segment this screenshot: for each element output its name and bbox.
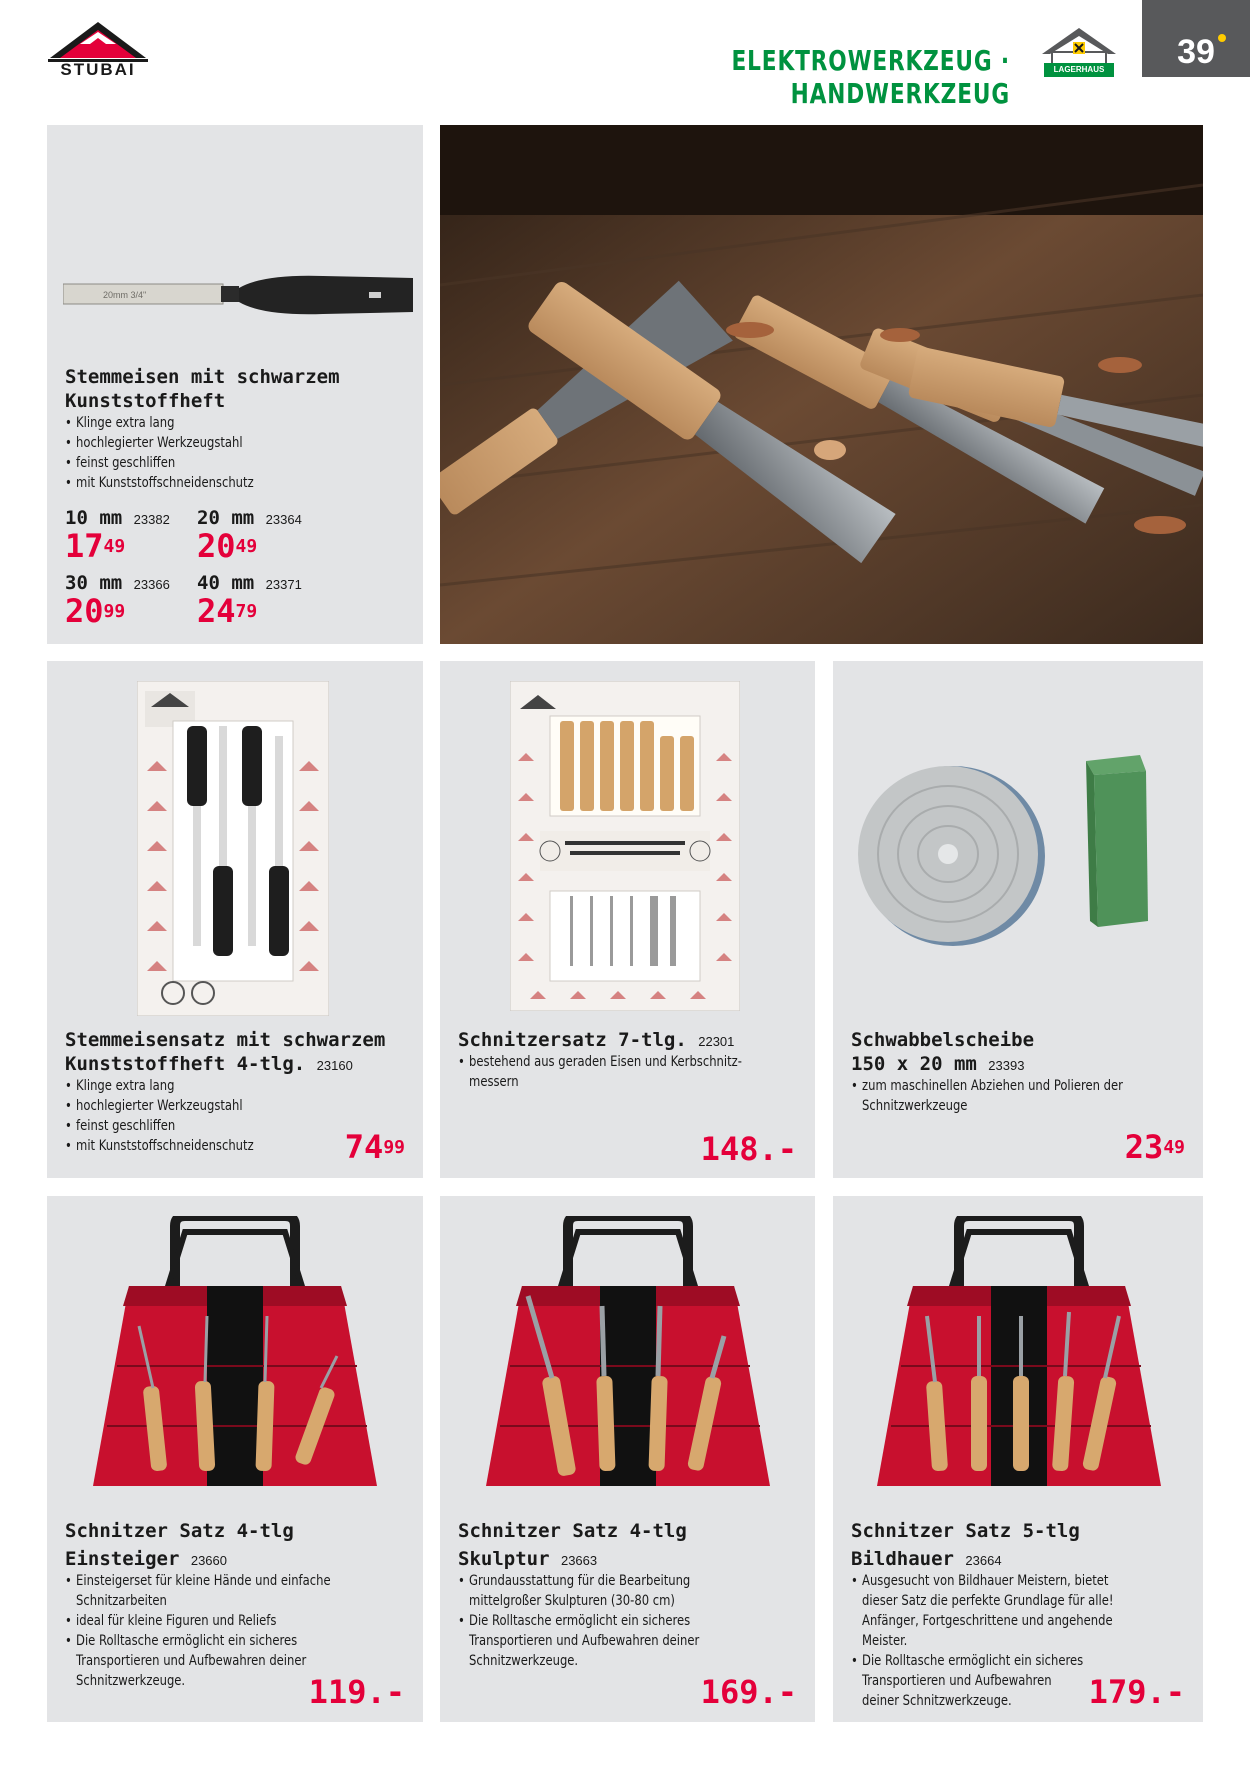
product-panel-schwabbelscheibe: [833, 661, 1203, 1178]
product-panel-schnitzer-skulptur: [440, 1196, 815, 1722]
product-title-line2: Skulptur: [458, 1548, 550, 1570]
variant-sku: 23366: [133, 577, 170, 592]
feature-item: • mit Kunststoffschneidenschutz: [65, 473, 254, 493]
feature-item: • Klinge extra lang: [65, 413, 254, 433]
product-panel-schnitzer-einsteiger: [47, 1196, 423, 1722]
buffing-wheel-image: [858, 751, 1158, 951]
product-panel-schnitzer-bildhauer: [833, 1196, 1203, 1722]
variant-size-label: 40 mm: [197, 572, 255, 594]
product-title: [65, 1519, 294, 1573]
feature-line1: zum maschinellen Abziehen und Polieren der: [862, 1078, 1123, 1094]
price-cents: 99: [383, 1137, 405, 1158]
hero-photo-carving-tools: [440, 125, 1203, 644]
variant-sku: 23364: [265, 512, 302, 527]
feature-item: • Einsteigerset für kleine Hände und einfache Schnitzarbeiten: [65, 1571, 332, 1611]
product-features: [458, 1571, 706, 1671]
page-number: 39: [1177, 33, 1215, 71]
variant-size: [65, 507, 170, 529]
feature-item: [458, 1052, 742, 1092]
feature-item: • Ausgesucht von Bildhauer Meistern, bietet dieser Satz die perfekte Grundlage für alle! Anfänger, Fortgeschrittene und angehende Meister.: [851, 1571, 1145, 1651]
price-main: 74: [344, 1128, 384, 1166]
product-features: [851, 1076, 1123, 1116]
product-title: [458, 1028, 734, 1054]
feature-item: • feinst geschliffen: [65, 1116, 254, 1136]
product-price: 119.-: [308, 1673, 405, 1711]
feature-item: • Die Rolltasche ermöglicht ein sicheres Transportieren und Aufbewahren deiner Schnitzwerkzeuge.: [65, 1631, 313, 1691]
feature-item: • Die Rolltasche ermöglicht ein sicheres Transportieren und Aufbewahren deiner Schnitzwerkzeuge.: [851, 1651, 1090, 1711]
product-price: 148.-: [700, 1130, 797, 1168]
product-title-line2: 150 x 20 mm: [851, 1053, 977, 1075]
product-title-line1: Stemmeisensatz mit schwarzem: [65, 1029, 386, 1051]
product-panel-stemmeisensatz: [47, 661, 423, 1178]
product-title-line1: Schnitzer Satz 5-tlg: [851, 1520, 1080, 1542]
feature-item: • hochlegierter Werkzeugstahl: [65, 433, 254, 453]
price-main: 20: [65, 592, 104, 630]
price-main: 24: [197, 592, 236, 630]
feature-item: • ideal für kleine Figuren und Reliefs: [65, 1611, 332, 1631]
variant-size: [65, 572, 170, 594]
product-panel-schnitzersatz: [440, 661, 815, 1178]
product-title-line1: Schwabbelscheibe: [851, 1029, 1035, 1051]
product-features: [65, 1571, 332, 1691]
price-cents: 79: [235, 601, 258, 622]
product-features: [65, 1076, 254, 1156]
feature-item: [851, 1076, 1123, 1116]
feature-item: • Klinge extra lang: [65, 1076, 254, 1096]
feature-item: • hochlegierter Werkzeugstahl: [65, 1096, 254, 1116]
product-title-line1: Stemmeisen mit schwarzem: [65, 366, 340, 388]
variant-price: [197, 527, 258, 565]
product-sku: 23393: [988, 1058, 1025, 1073]
page-header-title: ELEKTROWERKZEUG · HANDWERKZEUG: [731, 44, 1010, 110]
variant-sku: 23371: [265, 577, 302, 592]
product-title-line2: Kunststoffheft 4-tlg.: [65, 1053, 306, 1075]
product-title-line1: Schnitzersatz 7-tlg.: [458, 1029, 687, 1051]
product-title-line2: Kunststoffheft: [65, 390, 226, 412]
brand-name: STUBAI: [60, 60, 136, 79]
variant-size: [197, 572, 302, 594]
price-cents: 49: [103, 536, 126, 557]
hero-photo-image: [440, 125, 1203, 644]
variant-price: [65, 592, 126, 630]
lagerhaus-label: LAGERHAUS: [1044, 63, 1114, 77]
variant-size-label: 10 mm: [65, 507, 123, 529]
product-price: [344, 1128, 405, 1166]
price-cents: 49: [1163, 1137, 1185, 1158]
page-dot-icon: [1218, 34, 1226, 42]
product-price: 179.-: [1088, 1673, 1185, 1711]
page-number-tab: [1142, 0, 1250, 77]
roll-bag-image: [841, 1216, 1197, 1506]
variant-price: [65, 527, 126, 565]
product-sku: 23664: [965, 1553, 1002, 1568]
product-sku: 23160: [316, 1058, 353, 1073]
product-sku: 22301: [698, 1034, 735, 1049]
product-features: [458, 1052, 742, 1092]
feature-item: • mit Kunststoffschneidenschutz: [65, 1136, 254, 1156]
product-title: [851, 1028, 1034, 1078]
product-title: [65, 365, 340, 413]
variant-size: [197, 507, 302, 529]
roll-bag-image: [57, 1216, 413, 1506]
product-title-line1: Schnitzer Satz 4-tlg: [65, 1520, 294, 1542]
product-title: [458, 1519, 687, 1573]
product-price: 169.-: [700, 1673, 797, 1711]
product-price: [1124, 1128, 1185, 1166]
price-cents: 49: [235, 536, 258, 557]
product-sku: 23660: [190, 1553, 227, 1568]
feature-line2: messern: [469, 1074, 519, 1090]
feature-item: • Grundausstattung für die Bearbeitung mittelgroßer Skulpturen (30-80 cm): [458, 1571, 706, 1611]
variant-size-label: 20 mm: [197, 507, 255, 529]
product-sku: 23663: [560, 1553, 598, 1568]
product-features: [65, 413, 254, 493]
product-title: [65, 1028, 385, 1078]
product-title: [851, 1519, 1080, 1573]
product-title-line2: Einsteiger: [65, 1548, 180, 1570]
svg-text:20mm 3/4": 20mm 3/4": [103, 290, 147, 300]
carving-set-box-image: [510, 681, 740, 1011]
variant-size-label: 30 mm: [65, 572, 123, 594]
price-main: 20: [197, 527, 236, 565]
variant-price: [197, 592, 258, 630]
feature-line1: bestehend aus geraden Eisen und Kerbschnitz-: [469, 1054, 742, 1070]
chisel-set-box-image: [137, 681, 329, 1016]
chisel-image: [63, 270, 413, 320]
product-title-line1: Schnitzer Satz 4-tlg: [458, 1520, 687, 1542]
feature-item: • Die Rolltasche ermöglicht ein sicheres Transportieren und Aufbewahren deiner Schnitzwerkzeuge.: [458, 1611, 706, 1671]
roll-bag-image: [450, 1216, 806, 1506]
feature-line2: Schnitzwerkzeuge: [862, 1098, 968, 1114]
feature-item: • feinst geschliffen: [65, 453, 254, 473]
product-title-line2: Bildhauer: [851, 1548, 954, 1570]
price-main: 23: [1124, 1128, 1164, 1166]
product-panel-stemmeisen: [47, 125, 423, 644]
variant-sku: 23382: [133, 512, 170, 527]
price-main: 17: [65, 527, 104, 565]
price-cents: 99: [103, 601, 126, 622]
